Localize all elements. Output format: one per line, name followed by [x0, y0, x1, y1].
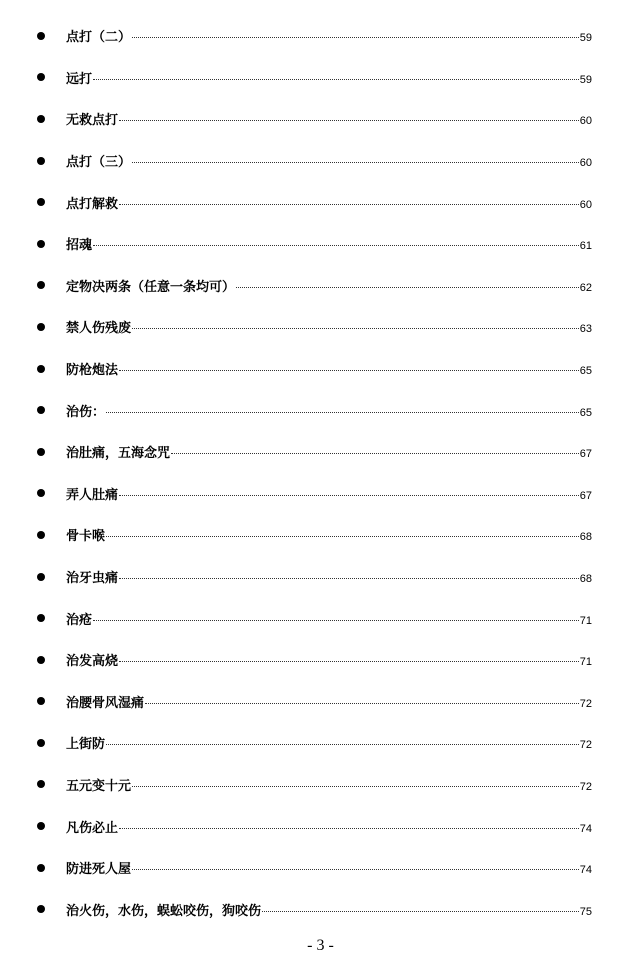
- toc-entry-page[interactable]: 75: [579, 905, 592, 918]
- toc-entry[interactable]: [0, 681, 641, 723]
- toc-entry-page[interactable]: 62: [579, 281, 592, 294]
- toc-entry-title[interactable]: 骨卡喉: [66, 529, 106, 545]
- toc-entry-title[interactable]: 五元变十元: [66, 778, 132, 794]
- toc-entry[interactable]: [0, 431, 641, 473]
- toc-entry-title[interactable]: 治发高烧: [66, 654, 119, 670]
- page-number: - 3 -: [307, 937, 334, 954]
- dot-leader: [262, 911, 579, 912]
- toc-entry[interactable]: [0, 306, 641, 348]
- toc-entry-page[interactable]: 71: [579, 614, 592, 627]
- toc-entry-page[interactable]: 60: [579, 157, 592, 170]
- toc-entry-page[interactable]: 72: [579, 780, 592, 793]
- dot-leader: [132, 869, 579, 870]
- toc-entry-title[interactable]: 无救点打: [66, 113, 119, 129]
- bullet-icon: [37, 905, 45, 913]
- bullet-icon: [37, 573, 45, 581]
- dot-leader: [93, 620, 579, 621]
- toc-entry[interactable]: [0, 847, 641, 889]
- dot-leader: [119, 370, 579, 371]
- toc-entry-line: [66, 234, 592, 253]
- bullet-icon: [37, 406, 45, 414]
- toc-entry[interactable]: [0, 473, 641, 515]
- dot-leader: [106, 536, 579, 537]
- toc-entry-page[interactable]: 74: [579, 822, 592, 835]
- toc-entry-title[interactable]: 防进死人屋: [66, 862, 132, 878]
- toc-entry-line: [66, 567, 592, 586]
- toc-entry-page[interactable]: 68: [579, 573, 592, 586]
- toc-entry-page[interactable]: 61: [579, 240, 592, 253]
- toc-entry-title[interactable]: 上街防: [66, 737, 106, 753]
- toc-entry-title[interactable]: 招魂: [66, 238, 93, 254]
- bullet-icon: [37, 73, 45, 81]
- toc-entry-page[interactable]: 68: [579, 531, 592, 544]
- toc-entry-title[interactable]: 点打（三）: [66, 155, 132, 171]
- toc-entry-page[interactable]: 60: [579, 198, 592, 211]
- toc-entry-title[interactable]: 治肚痛，五海念咒: [66, 446, 171, 462]
- bullet-icon: [37, 614, 45, 622]
- bullet-icon: [37, 115, 45, 123]
- toc-entry-title[interactable]: 治疮: [66, 612, 93, 628]
- dot-leader: [119, 120, 579, 121]
- toc-entry-line: [66, 733, 592, 752]
- toc-entry-page[interactable]: 72: [579, 739, 592, 752]
- toc-entry-line: [66, 609, 592, 628]
- toc-entry-line: [66, 442, 592, 461]
- dot-leader: [171, 453, 579, 454]
- bullet-icon: [37, 822, 45, 830]
- bullet-icon: [37, 240, 45, 248]
- bullet-icon: [37, 198, 45, 206]
- toc-entry-page[interactable]: 74: [579, 864, 592, 877]
- dot-leader: [119, 495, 579, 496]
- toc-entry[interactable]: [0, 181, 641, 223]
- toc-entry[interactable]: [0, 57, 641, 99]
- toc-entry[interactable]: [0, 888, 641, 930]
- dot-leader: [119, 204, 579, 205]
- bullet-icon: [37, 739, 45, 747]
- bullet-icon: [37, 448, 45, 456]
- toc-entry-line: [66, 692, 592, 711]
- toc-entry-title[interactable]: 防枪炮法: [66, 363, 119, 379]
- toc-entry-line: [66, 817, 592, 836]
- toc-entry-title[interactable]: 远打: [66, 71, 93, 87]
- bullet-icon: [37, 365, 45, 373]
- toc-entry-line: [66, 193, 592, 212]
- toc-entry-line: [66, 775, 592, 794]
- toc-entry-title[interactable]: 治腰骨风湿痛: [66, 695, 145, 711]
- toc-entry-title[interactable]: 定物决两条（任意一条均可）: [66, 279, 236, 295]
- bullet-icon: [37, 489, 45, 497]
- dot-leader: [93, 79, 579, 80]
- dot-leader: [106, 412, 579, 413]
- toc-entry-title[interactable]: 凡伤必止: [66, 820, 119, 836]
- bullet-icon: [37, 323, 45, 331]
- toc-entry[interactable]: [0, 556, 641, 598]
- toc-entry-line: [66, 68, 592, 87]
- toc-entry-title[interactable]: 禁人伤残废: [66, 321, 132, 337]
- dot-leader: [132, 162, 579, 163]
- toc-entry[interactable]: [0, 389, 641, 431]
- dot-leader: [132, 328, 579, 329]
- dot-leader: [119, 578, 579, 579]
- bullet-icon: [37, 864, 45, 872]
- toc-entry[interactable]: [0, 223, 641, 265]
- toc-entry-line: [66, 650, 592, 669]
- bullet-icon: [37, 531, 45, 539]
- toc-entry[interactable]: [0, 514, 641, 556]
- toc-entry-page[interactable]: 72: [579, 697, 592, 710]
- toc-entry-page[interactable]: 65: [579, 365, 592, 378]
- toc-entry-line: [66, 359, 592, 378]
- toc-entry-line: [66, 317, 592, 336]
- toc-entry-page[interactable]: 71: [579, 656, 592, 669]
- toc-entry-title[interactable]: 治火伤，水伤，蜈蚣咬伤，狗咬伤: [66, 903, 262, 919]
- toc-entry[interactable]: [0, 140, 641, 182]
- toc-entry[interactable]: [0, 597, 641, 639]
- toc-entry-title[interactable]: 弄人肚痛: [66, 487, 119, 503]
- toc-entry-page[interactable]: 60: [579, 115, 592, 128]
- bullet-icon: [37, 157, 45, 165]
- toc-entry[interactable]: [0, 348, 641, 390]
- toc-entry-title[interactable]: 治伤：: [66, 404, 106, 420]
- toc-entry-line: [66, 276, 592, 295]
- bullet-icon: [37, 697, 45, 705]
- toc-entry-line: [66, 858, 592, 877]
- dot-leader: [132, 786, 579, 787]
- bullet-icon: [37, 780, 45, 788]
- toc-entry-title[interactable]: 治牙虫痛: [66, 571, 119, 587]
- table-of-contents: [0, 15, 641, 930]
- toc-entry-line: [66, 484, 592, 503]
- toc-entry-line: [66, 109, 592, 128]
- toc-entry-line: [66, 900, 592, 919]
- toc-entry-title[interactable]: 点打解救: [66, 196, 119, 212]
- toc-entry-page[interactable]: 67: [579, 448, 592, 461]
- dot-leader: [106, 744, 579, 745]
- toc-entry-line: [66, 401, 592, 420]
- bullet-icon: [37, 32, 45, 40]
- toc-entry[interactable]: [0, 15, 641, 57]
- dot-leader: [236, 287, 579, 288]
- toc-entry-line: [66, 151, 592, 170]
- toc-entry-page[interactable]: 65: [579, 406, 592, 419]
- bullet-icon: [37, 656, 45, 664]
- dot-leader: [119, 661, 579, 662]
- toc-entry-page[interactable]: 67: [579, 489, 592, 502]
- dot-leader: [93, 245, 579, 246]
- toc-entry[interactable]: [0, 722, 641, 764]
- toc-entry-page[interactable]: 63: [579, 323, 592, 336]
- toc-entry[interactable]: [0, 639, 641, 681]
- toc-entry[interactable]: [0, 764, 641, 806]
- toc-entry-page[interactable]: 59: [579, 73, 592, 86]
- toc-entry[interactable]: [0, 98, 641, 140]
- toc-entry-page[interactable]: 59: [579, 32, 592, 45]
- dot-leader: [132, 37, 579, 38]
- bullet-icon: [37, 281, 45, 289]
- toc-entry[interactable]: [0, 265, 641, 307]
- toc-entry-line: [66, 26, 592, 45]
- dot-leader: [145, 703, 579, 704]
- toc-entry-title[interactable]: 点打（二）: [66, 30, 132, 46]
- toc-entry[interactable]: [0, 805, 641, 847]
- toc-entry-line: [66, 525, 592, 544]
- dot-leader: [119, 828, 579, 829]
